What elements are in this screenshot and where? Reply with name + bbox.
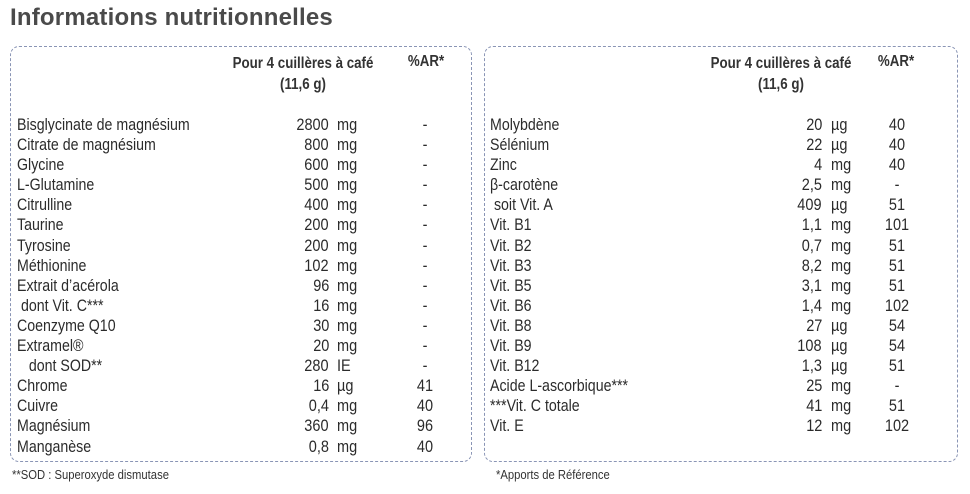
nutrient-unit: mg — [831, 397, 852, 416]
nutrient-unit: mg — [337, 176, 358, 195]
nutrient-ar: - — [422, 316, 428, 335]
nutrient-ar: - — [422, 176, 428, 195]
table-row — [485, 115, 957, 135]
nutrient-name: ***Vit. C totale — [490, 397, 580, 416]
nutrient-ar: - — [422, 196, 428, 215]
nutrient-name: Tyrosine — [17, 236, 71, 255]
nutrient-name: Coenzyme Q10 — [17, 316, 116, 335]
table-row — [11, 437, 471, 457]
table-row — [485, 336, 957, 356]
nutrient-ar: 51 — [888, 236, 906, 255]
nutrient-amount: 96 — [312, 276, 329, 295]
nutrient-unit: µg — [831, 337, 848, 356]
nutrient-unit: mg — [337, 276, 358, 295]
nutrient-name: L-Glutamine — [17, 176, 95, 195]
table-row — [485, 296, 957, 316]
table-row — [11, 336, 471, 356]
nutrient-unit: mg — [831, 417, 852, 436]
nutrient-ar: 54 — [888, 316, 906, 335]
nutrient-name: Bisglycinate de magnésium — [17, 116, 190, 134]
table-row — [11, 316, 471, 336]
nutrient-amount: 22 — [805, 136, 822, 155]
nutrient-ar: 40 — [888, 116, 906, 134]
nutrient-amount: 20 — [805, 116, 822, 134]
table-row — [11, 215, 471, 235]
nutrition-panel-right — [484, 46, 958, 462]
nutrient-unit: mg — [337, 196, 358, 215]
nutrient-amount: 108 — [797, 337, 822, 356]
nutrient-amount: 800 — [304, 136, 329, 155]
table-row — [11, 416, 471, 436]
nutrient-unit: mg — [337, 337, 358, 356]
portion-header-line1: Pour 4 cuillères à café — [710, 55, 852, 72]
table-row — [11, 236, 471, 256]
nutrient-ar: - — [422, 256, 428, 275]
nutrient-amount: 102 — [304, 256, 329, 275]
nutrient-ar: 40 — [416, 437, 434, 456]
table-row — [485, 215, 957, 235]
nutrient-name: Vit. B3 — [490, 256, 532, 275]
nutrient-amount: 1,3 — [801, 357, 822, 376]
nutrient-unit: mg — [337, 437, 358, 456]
nutrient-name: soit Vit. A — [490, 196, 553, 215]
nutrient-name: Extrait d’acérola — [17, 276, 119, 295]
nutrient-amount: 200 — [304, 236, 329, 255]
nutrient-name: Vit. B9 — [490, 337, 532, 356]
portion-header-line2: (11,6 g) — [758, 76, 804, 93]
nutrient-table-right — [485, 115, 957, 437]
nutrient-unit: µg — [831, 316, 848, 335]
nutrient-name: β-carotène — [490, 176, 559, 195]
table-row — [11, 135, 471, 155]
nutrient-amount: 360 — [304, 417, 329, 436]
nutrient-name: Vit. B2 — [490, 236, 532, 255]
nutrient-unit: mg — [337, 216, 358, 235]
nutrient-amount: 41 — [805, 397, 822, 416]
nutrient-name: Taurine — [17, 216, 64, 235]
nutrient-unit: mg — [337, 316, 358, 335]
nutrient-ar: 51 — [888, 397, 906, 416]
nutrient-unit: µg — [831, 196, 848, 215]
nutrient-name: Citrulline — [17, 196, 73, 215]
nutrient-amount: 0,4 — [308, 397, 329, 416]
nutrient-unit: mg — [337, 296, 358, 315]
footnote-ar: *Apports de Référence — [496, 468, 610, 482]
nutrient-amount: 3,1 — [801, 276, 822, 295]
nutrient-name: dont Vit. C*** — [17, 296, 104, 315]
nutrient-amount: 20 — [312, 337, 329, 356]
nutrient-name: Zinc — [490, 156, 517, 175]
nutrient-name: Citrate de magnésium — [17, 136, 156, 155]
nutrient-ar: - — [422, 216, 428, 235]
table-row — [11, 396, 471, 416]
nutrient-ar: - — [422, 116, 428, 134]
nutrient-ar: - — [422, 337, 428, 356]
nutrient-ar: - — [894, 176, 900, 195]
nutrient-amount: 2800 — [296, 116, 329, 134]
nutrient-unit: mg — [831, 236, 852, 255]
nutrient-ar: - — [422, 357, 428, 376]
nutrient-ar: - — [422, 156, 428, 175]
table-row — [485, 236, 957, 256]
nutrient-name: Vit. B1 — [490, 216, 532, 235]
nutrient-amount: 0,8 — [308, 437, 329, 456]
nutrient-unit: mg — [831, 176, 852, 195]
table-row — [485, 256, 957, 276]
nutrient-unit: mg — [337, 256, 358, 275]
footnote-sod: **SOD : Superoxyde dismutase — [12, 468, 169, 482]
nutrient-unit: mg — [337, 116, 358, 134]
table-row — [485, 135, 957, 155]
table-row — [485, 316, 957, 336]
table-row — [11, 195, 471, 215]
nutrient-unit: mg — [831, 276, 852, 295]
nutrient-amount: 12 — [805, 417, 822, 436]
nutrient-unit: µg — [337, 377, 354, 396]
nutrient-name: Extramel® — [17, 337, 84, 356]
nutrient-amount: 0,7 — [801, 236, 822, 255]
nutrient-ar: 40 — [888, 136, 906, 155]
nutrient-unit: mg — [337, 397, 358, 416]
nutrient-name: Glycine — [17, 156, 65, 175]
nutrient-ar: 51 — [888, 256, 906, 275]
table-row — [485, 376, 957, 396]
nutrient-ar: 40 — [416, 397, 434, 416]
nutrient-name: Manganèse — [17, 437, 92, 456]
nutrient-name: Vit. E — [490, 417, 524, 436]
table-row — [11, 356, 471, 376]
nutrient-amount: 4 — [813, 156, 822, 175]
ar-header: %AR* — [407, 53, 445, 70]
table-row — [11, 256, 471, 276]
nutrient-unit: mg — [337, 156, 358, 175]
portion-header-line2: (11,6 g) — [280, 76, 326, 93]
nutrient-ar: 96 — [416, 417, 434, 436]
nutrient-name: Vit. B8 — [490, 316, 532, 335]
nutrient-ar: 101 — [884, 216, 910, 235]
nutrient-amount: 27 — [805, 316, 822, 335]
table-row — [485, 175, 957, 195]
nutrient-amount: 16 — [312, 377, 329, 396]
nutrient-name: Molybdène — [490, 116, 560, 134]
table-row — [485, 356, 957, 376]
table-row — [485, 396, 957, 416]
nutrient-amount: 409 — [797, 196, 822, 215]
nutrient-unit: mg — [337, 236, 358, 255]
nutrient-amount: 16 — [312, 296, 329, 315]
nutrient-amount: 2,5 — [801, 176, 822, 195]
nutrient-name: Cuivre — [17, 397, 59, 416]
table-row — [485, 195, 957, 215]
nutrient-name: Vit. B6 — [490, 296, 532, 315]
nutrient-ar: - — [422, 236, 428, 255]
nutrient-ar: 51 — [888, 357, 906, 376]
nutrient-ar: 54 — [888, 337, 906, 356]
page-title: Informations nutritionnelles — [10, 4, 333, 31]
table-row — [11, 175, 471, 195]
portion-header-line1: Pour 4 cuillères à café — [232, 55, 374, 72]
table-row — [485, 276, 957, 296]
nutrient-unit: mg — [337, 136, 358, 155]
nutrient-name: Magnésium — [17, 417, 91, 436]
nutrient-unit: IE — [337, 357, 351, 376]
nutrient-name: Sélénium — [490, 136, 550, 155]
nutrient-unit: mg — [831, 296, 852, 315]
nutrient-ar: - — [422, 296, 428, 315]
nutrient-unit: µg — [831, 357, 848, 376]
nutrient-amount: 500 — [304, 176, 329, 195]
nutrient-ar: 102 — [884, 296, 910, 315]
nutrient-unit: µg — [831, 116, 848, 134]
nutrient-name: Acide L-ascorbique*** — [490, 377, 629, 396]
nutrient-name: Méthionine — [17, 256, 87, 275]
portion-header — [208, 53, 397, 95]
table-row — [11, 115, 471, 135]
nutrient-unit: mg — [831, 377, 852, 396]
nutrient-ar: 102 — [884, 417, 910, 436]
nutrient-name: Vit. B12 — [490, 357, 540, 376]
table-row — [485, 416, 957, 436]
ar-header: %AR* — [877, 53, 915, 70]
table-row — [11, 155, 471, 175]
nutrient-amount: 25 — [805, 377, 822, 396]
nutrient-table-left — [11, 115, 471, 457]
nutrient-amount: 400 — [304, 196, 329, 215]
nutrient-ar: 51 — [888, 276, 906, 295]
nutrient-amount: 600 — [304, 156, 329, 175]
nutrition-panel-left — [10, 46, 472, 462]
nutrient-unit: mg — [831, 156, 852, 175]
nutrient-ar: - — [422, 136, 428, 155]
nutrient-ar: 41 — [416, 377, 434, 396]
nutrient-unit: mg — [831, 256, 852, 275]
nutrient-ar: - — [422, 276, 428, 295]
nutrient-unit: mg — [337, 417, 358, 436]
nutrient-amount: 280 — [304, 357, 329, 376]
nutrient-name: Chrome — [17, 377, 68, 396]
nutrient-ar: 51 — [888, 196, 906, 215]
table-row — [11, 376, 471, 396]
portion-header — [686, 53, 875, 95]
nutrient-name: dont SOD** — [17, 357, 103, 376]
table-row — [11, 296, 471, 316]
nutrient-amount: 8,2 — [801, 256, 822, 275]
table-row — [485, 155, 957, 175]
nutrient-ar: 40 — [888, 156, 906, 175]
nutrient-amount: 1,1 — [801, 216, 822, 235]
nutrient-amount: 1,4 — [801, 296, 822, 315]
nutrient-amount: 30 — [312, 316, 329, 335]
table-row — [11, 276, 471, 296]
nutrient-unit: µg — [831, 136, 848, 155]
nutrient-name: Vit. B5 — [490, 276, 532, 295]
nutrient-amount: 200 — [304, 216, 329, 235]
nutrient-unit: mg — [831, 216, 852, 235]
nutrient-ar: - — [894, 377, 900, 396]
